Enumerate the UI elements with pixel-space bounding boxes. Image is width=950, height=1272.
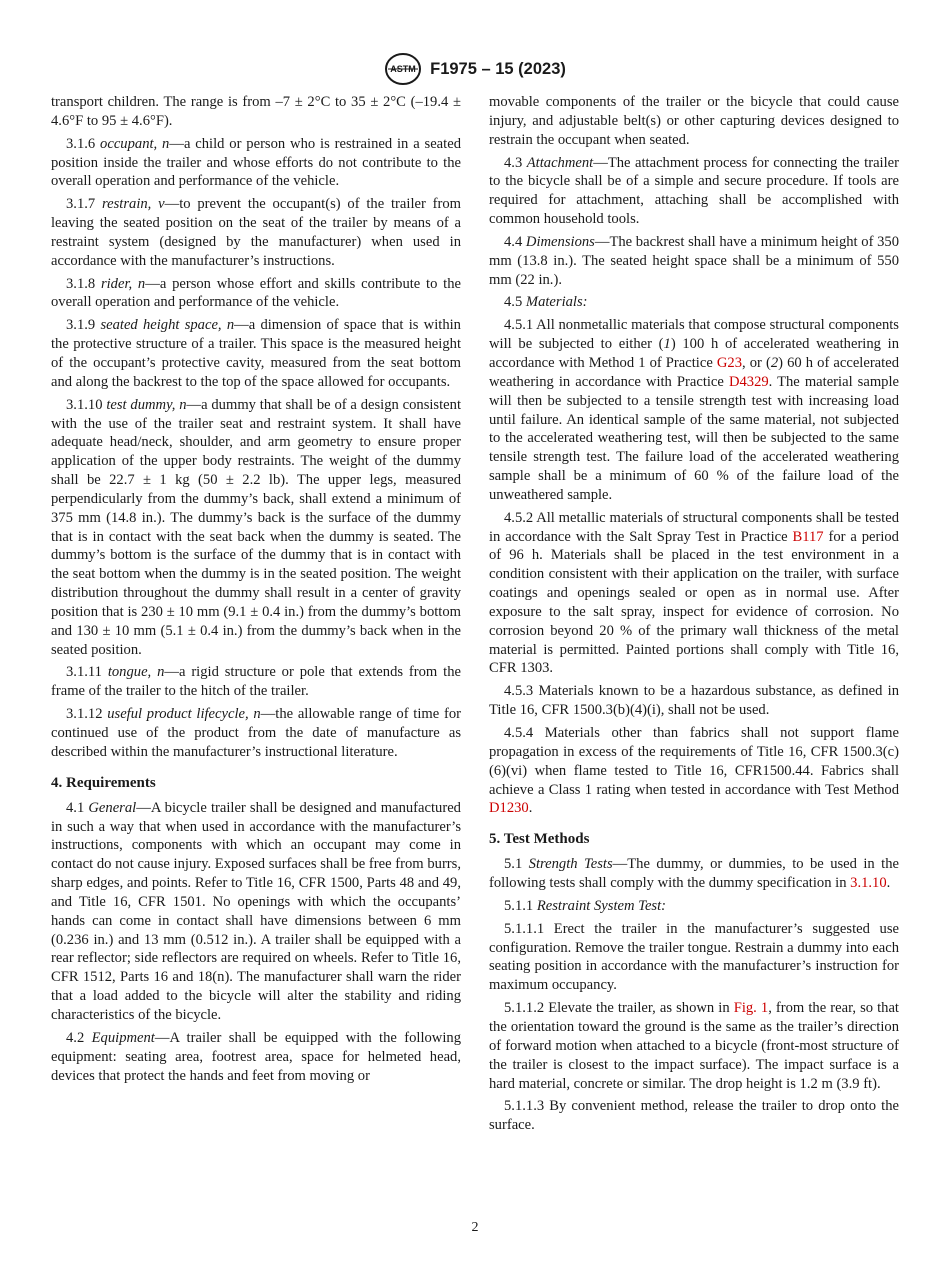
- page-number: 2: [471, 1220, 479, 1235]
- section-text: ) 60 h of accelerated weathering in accordance with Practice: [489, 354, 899, 390]
- section-4-5-1: [489, 316, 899, 504]
- definition-text: —a rigid structure or pole that extends from the frame of the trailer to the hitch of the trailer.: [51, 664, 461, 700]
- section-number: 3.1.6: [66, 135, 96, 152]
- section-title: Strength Tests: [528, 856, 613, 873]
- section-text: , from the rear, so that the orientation toward the ground is the same as the trailer’s direction of forward motion when attached to a bicycle (front-most structure of the trailer is closest to the impact surface). The impact surface is a hard material, concrete or similar. The drop height is 1.2 m (3.9 ft).: [489, 1000, 899, 1092]
- definition-text: —a person whose effort and skills contribute to the overall operation and performance of the vehicle.: [51, 275, 461, 311]
- definition-3-1-12: [51, 705, 461, 762]
- section-5-1-1-3: 5.1.1.3 By convenient method, release the trailer to drop onto the surface.: [489, 1098, 899, 1134]
- section-text: ) 100 h of accelerated weathering in accordance with Method 1 of Practice: [489, 336, 899, 371]
- defined-term: seated height space, n: [100, 317, 235, 334]
- section-5-1-1-1: 5.1.1.1 Erect the trailer in the manufacturer’s suggested use configuration. Remove the trailer tongue. Restrain a dummy into each seating position in accordance with the manufacturer’s instruction for maximum occupancy.: [489, 920, 899, 994]
- section-4-2: [51, 1029, 461, 1086]
- section-text: —The backrest shall have a minimum height of 350 mm (13.8 in.). The seated height space shall be a minimum of 550 mm (22 in.).: [489, 233, 899, 288]
- section-4-5-3: 4.5.3 Materials known to be a hazardous substance, as defined in Title 16, CFR 1500.3(b)(4)(i), shall not be used.: [489, 683, 899, 719]
- definition-text: —the allowable range of time for continued use of the product from the date of manufacture as described within the manufacturer’s instructional literature.: [51, 706, 461, 760]
- section-4-4: [489, 233, 899, 290]
- section-text: 4.5.2 All metallic materials of structural components shall be tested in accordance with the Salt Spray Test in Practice: [489, 509, 899, 545]
- section-text: . The material sample will then be subjected to a tensile strength test with increasing load until failure. An identical sample of the same material, not subjected to the accelerated weathering test, will then be subjected to the same tensile strength test. The failure load of the accelerated weathering sample shall be a minimum of 60 % of the failure load of the unweathered sample.: [489, 373, 900, 503]
- paragraph-continuation: transport children. The range is from –7 ± 2°C to 35 ± 2°C (–19.4 ± 4.6°F to 95 ± 4.6°F).: [51, 94, 461, 129]
- section-4-1: [51, 799, 461, 1025]
- section-number: 4.1: [66, 799, 85, 816]
- defined-term: rider, n: [100, 275, 146, 292]
- definition-3-1-11: [51, 663, 461, 701]
- astm-logo-icon: [384, 52, 422, 86]
- heading-test-methods: 5. Test Methods: [489, 831, 590, 848]
- section-number: 3.1.8: [66, 275, 96, 292]
- section-title: Attachment: [526, 154, 594, 171]
- section-number: 4.5: [504, 294, 523, 311]
- definition-3-1-9: [51, 316, 461, 391]
- section-title: General: [88, 799, 137, 816]
- reference-link-d4329[interactable]: D4329: [728, 373, 769, 390]
- section-number: 3.1.11: [66, 664, 102, 681]
- section-number: 5.1: [504, 856, 523, 873]
- definition-3-1-10: [51, 396, 461, 660]
- defined-term: tongue, n: [107, 664, 165, 681]
- section-title: Restraint System Test:: [536, 897, 667, 914]
- section-title: Equipment: [91, 1029, 155, 1046]
- section-text: 4.5.1 All nonmetallic materials that compose structural components will be subjected to either (: [489, 317, 899, 353]
- section-5-1-1-2: [489, 999, 899, 1093]
- definition-3-1-6: [51, 135, 461, 192]
- reference-link-d1230[interactable]: D1230: [489, 800, 529, 817]
- section-number: 3.1.12: [66, 706, 103, 723]
- section-number: 4.4: [504, 233, 523, 250]
- section-text: 4.5.4 Materials other than fabrics shall not support flame propagation in excess of the requirements of Title 16, CFR 1500.3(c)(6)(vi) when flame tested to Title 16, CFR1500.44. Fabrics shall achieve a Class 1 rating when tested in accordance with Test Method: [489, 725, 899, 798]
- section-5-1-1: [489, 897, 899, 916]
- page-header: [0, 52, 950, 86]
- defined-term: occupant, n: [100, 135, 170, 152]
- heading-requirements: 4. Requirements: [51, 774, 156, 791]
- definition-text: —a dummy that shall be of a design consistent with the use of the trailer seat and restraint system. It shall have adequate head/neck, shoulder, and arm geometry to ensure proper application of the upper body restraints. The weight of the dummy shall be 22.7 ± 1 kg (50 ± 2.2 lb). The upper legs, measured perpendicularly from the dummy’s back, shall extend a minimum of 375 mm (14.8 in.). The dummy’s back is the surface of the dummy that is in contact with the seat back when the dummy is seated. The dummy’s bottom is the surface of the dummy that is in contact with the seat bottom when the dummy is in the seated position. The weight distribution throughout the dummy shall result in a center of gravity position that is 230 ± 10 mm (9.1 ± 0.4 in.) from the dummy’s bottom and 130 ± 10 mm (5.1 ± 0.4 in.) from the dummy’s back when in the seated position.: [51, 396, 461, 658]
- defined-term: useful product lifecycle, n: [107, 706, 261, 723]
- right-column: [489, 93, 899, 1139]
- section-text: —A trailer shall be equipped with the following equipment: seating area, footrest area, space for helmeted head, devices that protect the hands and feet from moving or: [51, 1029, 461, 1084]
- section-5-1: [489, 855, 899, 893]
- logo-text: ASTM: [390, 64, 416, 74]
- section-title: Materials:: [525, 294, 588, 311]
- list-marker: 1: [663, 336, 671, 353]
- definition-text: —a dimension of space that is within the protective structure of a trailer. This space is the measured height of the occupant’s protective cavity, measured from the seat bottom and along the backrest to the top of the space allowed for occupants.: [51, 317, 461, 390]
- reference-link-fig-1[interactable]: Fig. 1: [733, 1000, 769, 1017]
- reference-link-b117[interactable]: B117: [792, 528, 824, 545]
- section-4-5: [489, 293, 899, 312]
- section-number: 5.1.1: [504, 897, 534, 914]
- section-number: 4.2: [66, 1029, 85, 1046]
- section-text: , or (: [742, 354, 771, 371]
- section-title: Dimensions: [525, 233, 595, 250]
- section-number: 4.3: [504, 154, 523, 171]
- section-text: —A bicycle trailer shall be designed and manufactured in such a way that when used in accordance with the manufacturer’s instructions, components with which an occupant may come in contact do not cause injury. Exposed surfaces shall be free from burrs, sharp edges, and points. Refer to Title 16, CFR 1500, Parts 48 and 49, and Title 16, CFR 1501. No openings with which the occupants’ hands can come in contact shall have dimensions between 6 mm (0.236 in.) and 13 mm (0.512 in.). A trailer shall be equipped with a rear reflector; side reflectors are required on wheels. Refer to Title 16, CFR 1512, Parts 16 and 18(n). The manufacturer shall warn the rider that a load added to the bicycle will alter the stability and riding characteristics of the bicycle.: [51, 799, 461, 1023]
- section-number: 3.1.9: [66, 317, 96, 334]
- section-4-5-2: [489, 509, 899, 679]
- standard-designation: F1975 – 15 (2023): [430, 59, 566, 78]
- left-column: [51, 93, 461, 1089]
- section-text: —The attachment process for connecting the trailer to the bicycle shall be of a simple and secure procedure. If tools are required for attachment, attaching shall be accomplished with common household tools.: [489, 154, 899, 228]
- defined-term: test dummy, n: [106, 396, 187, 413]
- paragraph-continuation: movable components of the trailer or the bicycle that could cause injury, and adjustable belt(s) or other capturing devices designed to restrain the occupant when seated.: [489, 94, 899, 148]
- definition-3-1-8: [51, 275, 461, 313]
- defined-term: restrain, v: [102, 196, 165, 213]
- definition-text: —to prevent the occupant(s) of the trailer from leaving the seated position on the seat of the trailer by means of a restraint system (designed by the manufacturer) when used in accordance with the manufacturer’s instructions.: [51, 196, 462, 269]
- section-text: .: [528, 800, 533, 817]
- section-4-3: [489, 154, 899, 229]
- reference-link-g23[interactable]: G23: [716, 354, 743, 371]
- section-text: .: [886, 875, 891, 892]
- list-marker: 2: [770, 354, 779, 371]
- section-text: for a period of 96 h. Materials shall be placed in the test environment in a condition consistent with their application on the trailer, with surface coatings and openings sealed or open as in normal use. After exposure to the salt spray, inspect for evidence of corrosion. No corrosion beyond 20 % of the primary wall thickness of the metal material is permitted. Painted portions shall comply with Title 16, CFR 1303.: [489, 528, 899, 677]
- section-number: 3.1.10: [66, 396, 103, 413]
- reference-link-3-1-10[interactable]: 3.1.10: [850, 875, 887, 892]
- section-number: 3.1.7: [66, 196, 96, 213]
- section-text: 5.1.1.2 Elevate the trailer, as shown in: [504, 1000, 734, 1017]
- section-text: —The dummy, or dummies, to be used in the following tests shall comply with the dummy specification in: [489, 856, 899, 892]
- definition-text: —a child or person who is restrained in a seated position inside the trailer and whose efforts do not contribute to the overall operation and performance of the vehicle.: [51, 135, 461, 190]
- definition-3-1-7: [51, 195, 461, 270]
- section-4-5-4: [489, 724, 899, 818]
